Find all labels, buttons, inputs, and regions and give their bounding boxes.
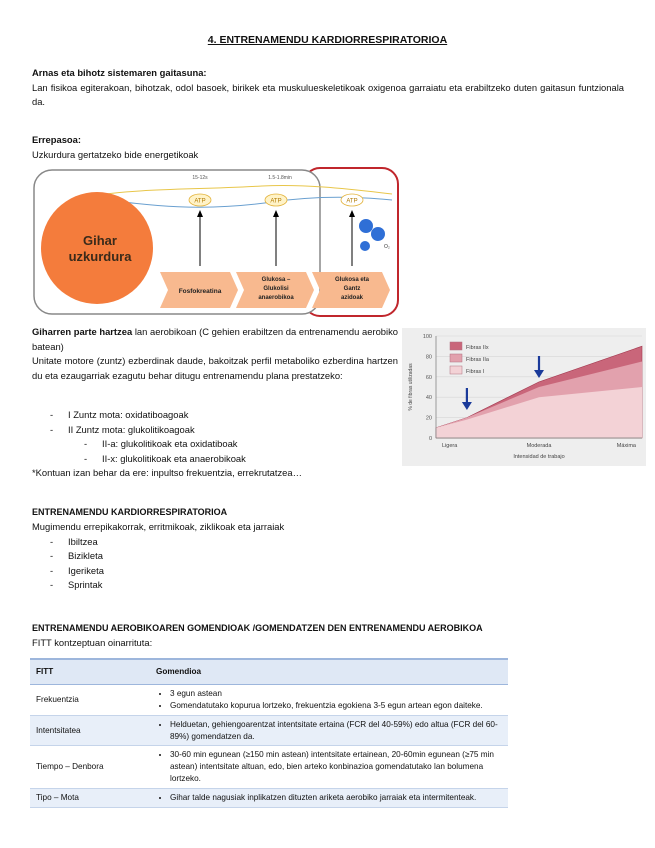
marker-arrow-head <box>462 402 472 410</box>
cardio-section <box>32 506 624 593</box>
intro-text: Lan fisikoa egiterakoan, bihotzak, odol basoek, birikek eta muskulueskeletikoak oxigenoa garraiatu eta erabiltzeko duten gaitasun funtzionala da. <box>32 81 624 108</box>
table-cell <box>150 789 508 808</box>
table-cell <box>150 746 508 789</box>
list-item: • 30-60 min egunean (≥150 min astean) intentsitate ertainean, 20-60min egunean (≥75 min astean) intentsitate altuan, edo, bien arteko konbinazioa gomendatutako lan bolumena lortzeko. <box>170 749 502 785</box>
x-tick-label: Moderada <box>526 443 552 449</box>
recommend-section <box>32 622 624 651</box>
y-tick-label: 20 <box>425 415 432 422</box>
fibers-text-2: Unitate motore (zuntz) ezberdinak daude, bakoitzak perfil metaboliko ezberdina hartzen du eta ezaugarriak ezagutu behar ditugu entrenamendu plana prestatzeko: <box>32 355 398 381</box>
oxygen-atom-2 <box>371 227 385 241</box>
list-item: • Gihar talde nagusiak inplikatzen dituzten ariketa aerobiko jarraiak eta intermitenteak. <box>170 792 502 804</box>
legend-label: Fibras IIx <box>466 345 489 351</box>
list-item: - II-a: glukolitikoak eta oxidatiboak <box>32 437 402 452</box>
intro-section <box>32 66 624 110</box>
circle-label-line2: uzkurdura <box>68 249 132 264</box>
atp-label-3: ATP <box>346 198 358 205</box>
fibers-section <box>32 325 398 383</box>
list-item: - II-x: glukolitikoak eta anaerobikoak <box>32 452 402 467</box>
recommend-heading: ENTRENAMENDU AEROBIKOAREN GOMENDIOAK /GOMENDATZEN DEN ENTRENAMENDU AEROBIKOA <box>32 623 483 633</box>
recommend-subheading: FITT kontzeptuan oinarrituta: <box>32 636 153 648</box>
y-axis-label: % de fibras utilizadas <box>408 363 414 411</box>
circle-label-line1: Gihar <box>83 233 117 248</box>
fiber-types-list <box>32 408 402 437</box>
time-label-2: 1.5-1.8min <box>268 175 292 181</box>
legend-label: Fibras I <box>466 369 485 375</box>
list-item: - I Zuntz mota: oxidatiboagoak <box>32 408 402 423</box>
legend-swatch <box>450 366 462 374</box>
fibers-note: *Kontuan izan behar da ere: inpultso frekuentzia, errekrutatzea… <box>32 467 302 479</box>
cardio-text: Mugimendu errepikakorrak, erritmikoak, ziklikoak eta jarraiak <box>32 520 285 532</box>
review-heading: Errepasoa: <box>32 134 81 145</box>
table-cell <box>150 715 508 746</box>
chart-svg <box>402 328 646 466</box>
table-row <box>30 715 508 746</box>
y-tick-label: 40 <box>425 395 432 402</box>
atp-label-2: ATP <box>270 198 282 205</box>
x-tick-label: Máxima <box>616 443 636 449</box>
table-cell-key: Tiempo – Denbora <box>30 746 150 789</box>
muscle-contraction-circle <box>41 192 153 304</box>
fiber-types-list-wrap <box>32 408 402 481</box>
table-header: Gomendioa <box>150 659 508 684</box>
fibers-text-1-rest: lan aerobikoan (C gehien erabiltzen da entrenamendu aerobiko batean) <box>32 326 398 352</box>
energy-pathways-diagram <box>32 166 402 318</box>
y-tick-label: 0 <box>428 436 432 442</box>
pathway-label-2a: Glukosa – <box>261 277 291 283</box>
table-row <box>30 789 508 808</box>
oxygen-atom-3 <box>360 241 370 251</box>
table-header-row <box>30 659 508 684</box>
pathway-label-2b: Glukolisi <box>263 286 289 292</box>
x-axis-label: Intensidad de trabajo <box>513 454 565 460</box>
atp-label-1: ATP <box>194 198 206 205</box>
fitt-table <box>30 658 508 808</box>
list-item: - Ibiltzea <box>32 535 624 550</box>
list-item: - II Zuntz mota: glukolitikoagoak <box>32 423 402 438</box>
oxygen-label: O₂ <box>384 244 390 250</box>
table-row <box>30 746 508 789</box>
pathway-label-3b: Gantz <box>343 286 361 292</box>
list-item: - Bizikleta <box>32 549 624 564</box>
x-tick-label: Ligera <box>442 443 458 449</box>
fiber-subtypes-list <box>32 437 402 466</box>
table-cell-key: Tipo – Mota <box>30 789 150 808</box>
review-subheading: Uzkurdura gertatzeko bide energetikoak <box>32 148 199 160</box>
pathway-label-3a: Glukosa eta <box>334 277 370 283</box>
table-cell <box>150 684 508 715</box>
review-section <box>32 133 624 162</box>
arrow-head-3 <box>349 210 355 217</box>
table-cell-key: Intentsitatea <box>30 715 150 746</box>
pathway-label-2c: anaerobikoa <box>258 295 294 301</box>
list-item: - Sprintak <box>32 578 624 593</box>
fiber-recruitment-chart <box>402 328 646 466</box>
table-header: FITT <box>30 659 150 684</box>
intro-heading: Arnas eta bihotz sistemaren gaitasuna: <box>32 67 207 78</box>
table-row <box>30 684 508 715</box>
time-label-1: 15-12s <box>192 175 208 181</box>
legend-label: Fibras IIa <box>466 357 489 363</box>
y-tick-label: 60 <box>425 374 432 381</box>
list-item: • Gomendatutako kopurua lortzeko, frekuentzia egokiena 3-5 egun artean egon daiteke. <box>170 700 502 712</box>
legend-swatch <box>450 342 462 350</box>
fibers-text-1 <box>32 325 398 354</box>
fibers-text-1-bold: Giharren parte hartzea <box>32 326 133 337</box>
y-tick-label: 100 <box>422 334 432 340</box>
activities-list <box>32 535 624 593</box>
list-item: • Helduetan, gehiengoarentzat intentsitate ertaina (FCR del 40-59%) edo altua (FCR del 60-89%) gomendatzen da. <box>170 719 502 743</box>
list-item: - Igeriketa <box>32 564 624 579</box>
pathway-label-3c: azidoak <box>340 295 364 301</box>
table-cell-key: Frekuentzia <box>30 684 150 715</box>
list-item: • 3 egun astean <box>170 688 502 700</box>
oxygen-atom-1 <box>359 219 373 233</box>
pathway-label-1: Fosfokreatina <box>178 288 222 295</box>
page-title: 4. ENTRENAMENDU KARDIORRESPIRATORIOA <box>207 34 448 46</box>
cardio-heading: ENTRENAMENDU KARDIORRESPIRATORIOA <box>32 507 228 517</box>
y-tick-label: 80 <box>425 354 432 361</box>
legend-swatch <box>450 354 462 362</box>
